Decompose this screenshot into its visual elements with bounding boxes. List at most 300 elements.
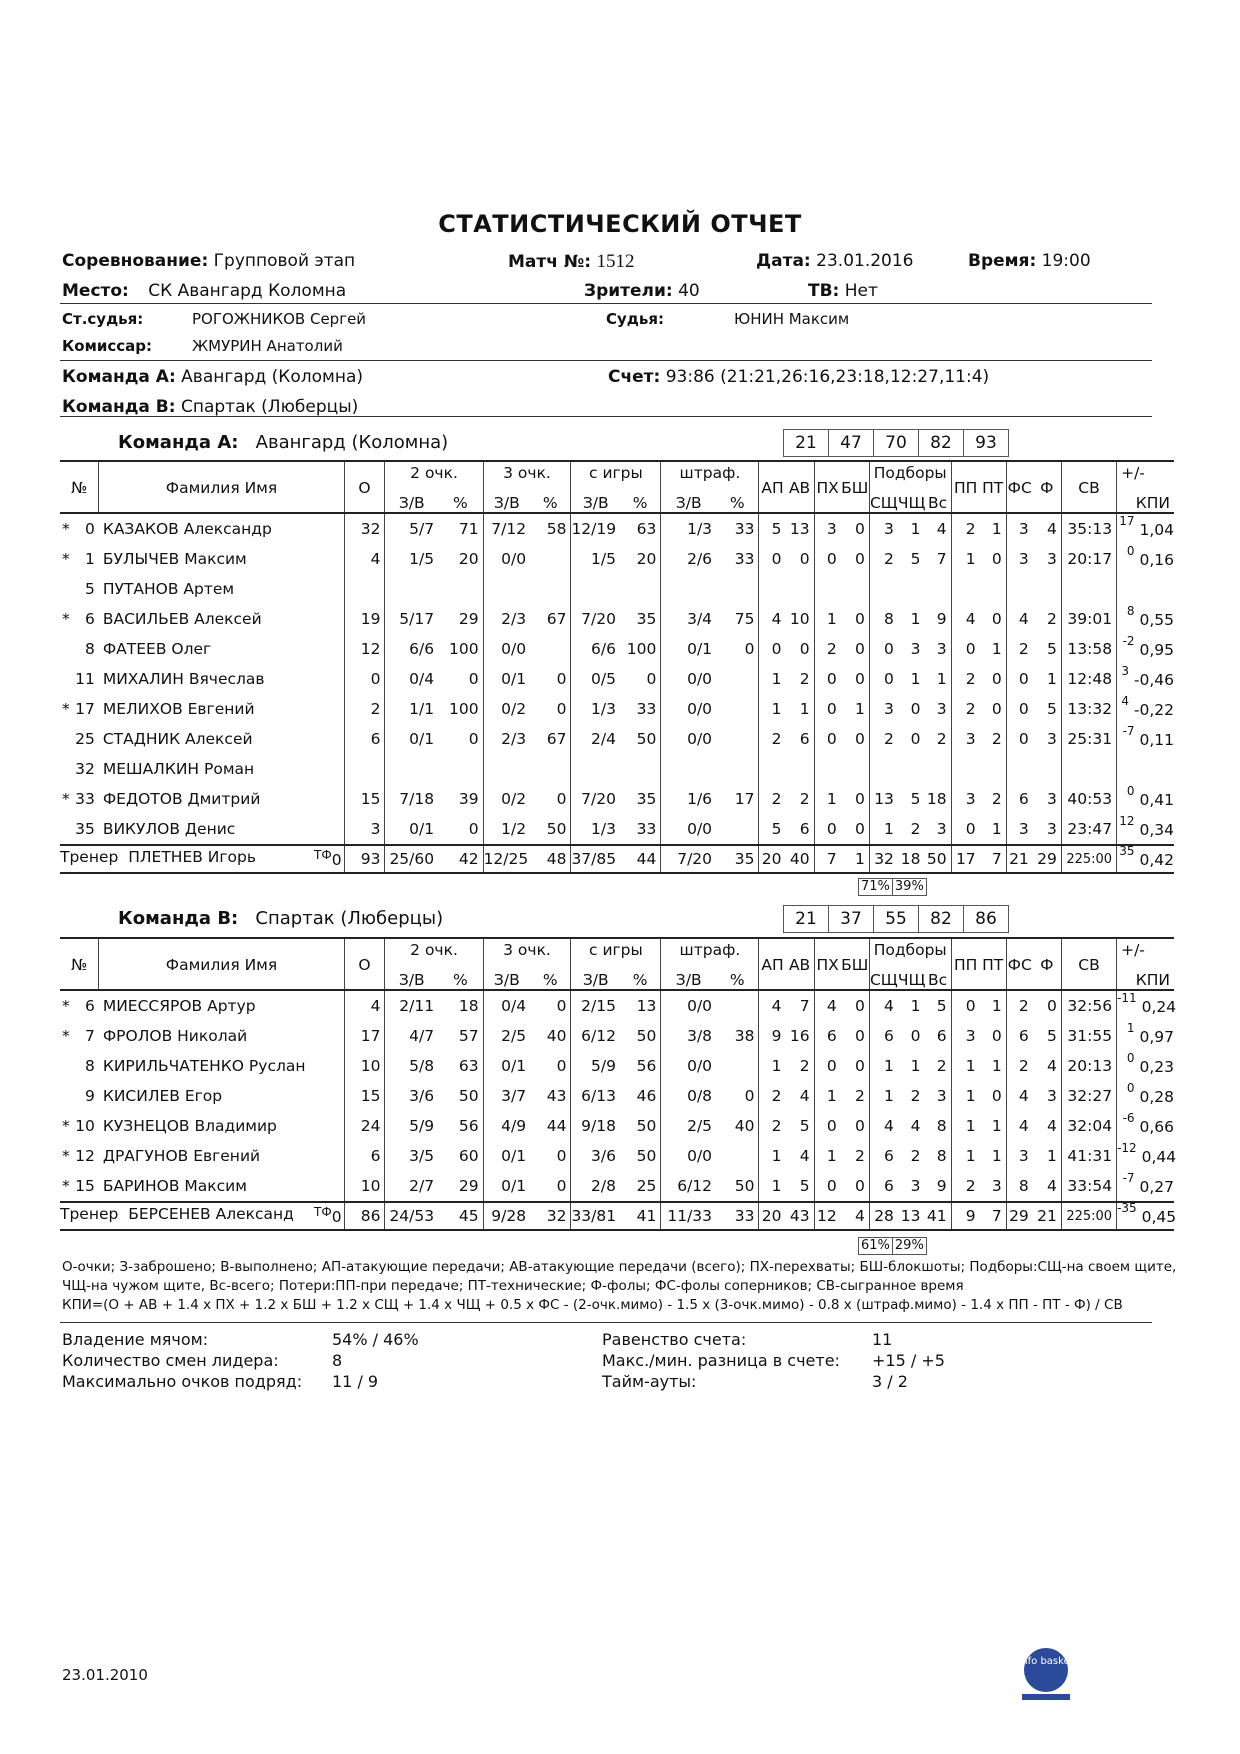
score-row [608, 367, 989, 387]
col-two-pc: % [452, 971, 468, 989]
minutes: 35:13 [1061, 513, 1116, 544]
steals [814, 574, 841, 604]
blocks: 0 [854, 1177, 865, 1195]
plus-minus-kpi: $^{-12}$ 0,44 [1117, 1141, 1174, 1171]
two-pct [438, 574, 483, 604]
three-made: 2/3 [483, 724, 530, 754]
header-divider-1 [60, 303, 1152, 304]
total-off-reb: 13 [900, 1207, 921, 1225]
assists: 1 [759, 1171, 786, 1202]
fouls: 3 [1047, 550, 1057, 568]
def-rebounds: 2 [869, 724, 898, 754]
player-name: БУЛЫЧЕВ Максим [102, 550, 247, 568]
total-three: 9/28 [483, 1202, 530, 1230]
minutes: 33:54 [1061, 1171, 1116, 1202]
col-ft: штраф. [661, 461, 759, 488]
player-name: ВИКУЛОВ Денис [102, 820, 236, 838]
team-b-value: Спартак (Люберцы) [180, 397, 359, 417]
ft-pct: 75 [734, 610, 755, 628]
total-ft: 7/20 [661, 845, 716, 873]
col-pt: ПТ [982, 479, 1004, 497]
def-rebounds: 13 [869, 784, 898, 814]
col-ft-zv: З/В [661, 488, 716, 513]
col-f: Ф [1040, 479, 1054, 497]
blocks: 0 [854, 550, 865, 568]
match-number: 1512 [596, 251, 635, 272]
minutes: 13:32 [1061, 694, 1116, 724]
steals: 0 [814, 544, 841, 574]
blocks: 0 [854, 820, 865, 838]
plus-minus-kpi: $^{12}$ 0,34 [1117, 814, 1174, 845]
col-ft-pc: % [729, 494, 745, 512]
col-av: АВ [788, 956, 811, 974]
off-rebounds: 0 [910, 700, 921, 718]
assists: 1 [759, 1141, 786, 1171]
total-rebounds [924, 574, 951, 604]
total-assists: 20 [759, 1202, 786, 1230]
points: 10 [344, 1171, 385, 1202]
assists-total: 16 [789, 1027, 810, 1045]
assists-total [786, 754, 815, 784]
fouls: 4 [1047, 520, 1057, 538]
score-value: 93:86 (21:21,26:16,23:18,12:27,11:4) [665, 367, 990, 387]
fouls-drawn: 3 [1006, 513, 1033, 544]
def-rebounds: 4 [869, 990, 898, 1021]
col-f: Ф [1040, 956, 1054, 974]
fg-pct [620, 754, 661, 784]
total-rebounds: 9 [936, 1177, 947, 1195]
player-name: МИХАЛИН Вячеслав [102, 670, 265, 688]
fg-made: 7/20 [571, 604, 620, 634]
tech-turnovers [980, 754, 1007, 784]
tech-turnovers: 0 [991, 1087, 1002, 1105]
assists: 0 [759, 544, 786, 574]
col-ap: АП [759, 938, 786, 990]
two-pct: 29 [458, 610, 479, 628]
col-bsh: БШ [841, 956, 869, 974]
two-made: 1/5 [385, 544, 438, 574]
col-two: 2 очк. [385, 938, 483, 965]
total-ft-pct: 35 [734, 850, 755, 868]
player-number: * 10 [62, 1117, 95, 1135]
tech-turnovers: 0 [991, 610, 1002, 628]
three-made [483, 754, 530, 784]
tech-turnovers: 1 [991, 1057, 1002, 1075]
two-pct [438, 754, 483, 784]
fg-pct: 50 [636, 730, 657, 748]
blocks: 0 [854, 610, 865, 628]
pass-turnovers: 1 [951, 1051, 980, 1081]
assists: 2 [759, 784, 786, 814]
pass-turnovers: 0 [951, 990, 980, 1021]
quarter-score-4: 82 [918, 429, 964, 457]
col-three-pc: % [542, 971, 558, 989]
minutes: 41:31 [1061, 1141, 1116, 1171]
fouls-drawn: 2 [1006, 990, 1033, 1021]
player-row [60, 754, 1174, 784]
three-pct [530, 634, 571, 664]
team-a-stats-table [60, 460, 1174, 874]
minutes: 20:17 [1061, 544, 1116, 574]
team-b-rebound-pct: 61% 29% [859, 1237, 927, 1255]
date-value: 23.01.2016 [816, 251, 914, 271]
off-rebounds: 3 [910, 640, 921, 658]
assists: 5 [759, 814, 786, 845]
fg-made: 6/6 [571, 634, 620, 664]
off-rebounds: 1 [910, 670, 921, 688]
steals: 0 [814, 1051, 841, 1081]
minutes: 32:56 [1061, 990, 1116, 1021]
two-made: 3/6 [385, 1081, 438, 1111]
total-fouls: 21 [1037, 1207, 1057, 1225]
total-rebounds: 1 [936, 670, 947, 688]
fouls-drawn: 2 [1006, 634, 1033, 664]
total-tech-to: 7 [991, 850, 1002, 868]
three-pct: 43 [546, 1087, 567, 1105]
fouls: 3 [1047, 790, 1057, 808]
player-number: 9 [84, 1087, 95, 1105]
fouls: 0 [1047, 997, 1057, 1015]
fg-pct: 46 [636, 1087, 657, 1105]
quarter-score-2: 47 [828, 429, 874, 457]
total-fg: 33/81 [571, 1202, 620, 1230]
two-pct: 63 [458, 1057, 479, 1075]
off-rebounds [898, 754, 925, 784]
assists-total: 4 [799, 1147, 810, 1165]
legend-line-1: О-очки; З-заброшено; В-выполнено; АП-атакующие передачи; АВ-атакующие передачи (всего); ПХ-перехваты; БШ-блокшоты; Подборы:СЩ-на своем щите, [62, 1259, 1177, 1275]
three-pct [530, 754, 571, 784]
lead-changes-value: 8 [332, 1351, 343, 1370]
match-label: Матч №: [508, 252, 592, 272]
two-made [385, 574, 438, 604]
competition-label: Соревнование: [62, 251, 209, 271]
col-num: № [71, 479, 88, 497]
pass-turnovers: 0 [951, 814, 980, 845]
points: 4 [344, 990, 385, 1021]
fouls-drawn: 6 [1006, 784, 1033, 814]
max-diff-value: +15 / +5 [872, 1351, 945, 1370]
player-name: МИЕССЯРОВ Артур [102, 997, 256, 1015]
ft-made: 0/1 [661, 634, 716, 664]
steals: 4 [814, 990, 841, 1021]
fg-pct: 33 [636, 820, 657, 838]
team-b-stats-table [60, 937, 1177, 1231]
ft-made [661, 574, 716, 604]
team-b-heading: Команда В: Спартак (Люберцы) [118, 908, 444, 929]
competition-row [62, 251, 355, 271]
tech-turnovers: 1 [991, 520, 1002, 538]
ft-pct [716, 814, 759, 845]
total-fg-pct: 41 [636, 1207, 657, 1225]
plus-minus-kpi: $^{17}$ 1,04 [1117, 513, 1174, 544]
col-bsh: БШ [841, 479, 869, 497]
player-row [60, 1171, 1174, 1202]
time-row [968, 251, 1091, 271]
col-fg: с игры [571, 461, 661, 488]
commissioner-value: ЖМУРИН Анатолий [192, 337, 343, 355]
assists-total: 6 [799, 730, 810, 748]
fouls: 1 [1047, 670, 1057, 688]
tv-value: Нет [844, 281, 878, 301]
steals: 0 [814, 1171, 841, 1202]
total-ft-pct: 33 [734, 1207, 755, 1225]
tech-turnovers: 1 [991, 820, 1002, 838]
ft-pct [716, 990, 759, 1021]
three-made: 0/1 [483, 1141, 530, 1171]
points: 4 [344, 544, 385, 574]
plus-minus-kpi: $^{-7}$ 0,11 [1117, 724, 1174, 754]
points [344, 754, 385, 784]
player-number: * 0 [62, 520, 95, 538]
fg-made: 2/4 [571, 724, 620, 754]
fouls: 5 [1047, 700, 1057, 718]
two-made: 5/7 [385, 513, 438, 544]
steals: 3 [814, 513, 841, 544]
col-two: 2 очк. [385, 461, 483, 488]
def-rebounds: 6 [869, 1021, 898, 1051]
minutes: 40:53 [1061, 784, 1116, 814]
two-pct: 39 [458, 790, 479, 808]
player-number: 11 [75, 670, 95, 688]
col-pm: +/- [1117, 461, 1174, 488]
ft-pct [716, 1141, 759, 1171]
fg-made: 1/5 [571, 544, 620, 574]
two-pct: 18 [458, 997, 479, 1015]
pass-turnovers: 2 [951, 513, 980, 544]
player-name: БАРИНОВ Максим [102, 1177, 247, 1195]
two-pct: 71 [458, 520, 479, 538]
col-pts: О [344, 938, 385, 990]
col-ft-zv: З/В [661, 965, 716, 990]
minutes: 25:31 [1061, 724, 1116, 754]
points: 0 [344, 664, 385, 694]
fg-pct: 50 [636, 1117, 657, 1135]
col-fg-pc: % [632, 494, 648, 512]
col-chsch: ЧЩ [897, 971, 926, 989]
player-name: ФАТЕЕВ Олег [102, 640, 212, 658]
player-row [60, 574, 1174, 604]
def-rebounds: 3 [869, 513, 898, 544]
blocks: 0 [854, 520, 865, 538]
total-tech-to: 7 [991, 1207, 1002, 1225]
off-rebounds: 4 [910, 1117, 921, 1135]
assists: 0 [759, 634, 786, 664]
total-ft: 11/33 [661, 1202, 716, 1230]
player-row [60, 784, 1174, 814]
player-name: ФРОЛОВ Николай [102, 1027, 248, 1045]
steals [814, 754, 841, 784]
player-name: СТАДНИК Алексей [102, 730, 253, 748]
two-pct: 29 [458, 1177, 479, 1195]
ft-pct [716, 724, 759, 754]
assists-total: 2 [799, 1057, 810, 1075]
ft-made: 3/4 [661, 604, 716, 634]
tech-turnovers: 1 [991, 640, 1002, 658]
assists: 2 [759, 1111, 786, 1141]
col-three-zv: З/В [483, 965, 530, 990]
col-fs: ФС [1006, 461, 1033, 513]
player-number: * 6 [62, 610, 95, 628]
blocks: 1 [854, 700, 865, 718]
total-rebounds: 9 [936, 610, 947, 628]
total-minutes: 225:00 [1061, 1202, 1116, 1230]
total-fouls: 29 [1037, 850, 1057, 868]
assists: 2 [759, 724, 786, 754]
def-rebounds: 0 [869, 664, 898, 694]
chief-ref-label: Ст.судья: [62, 310, 144, 328]
col-fg: с игры [571, 938, 661, 965]
fouls: 4 [1047, 1057, 1057, 1075]
team-a-row [62, 367, 363, 387]
summary-right-values [872, 1330, 945, 1393]
def-rebounds: 1 [869, 814, 898, 845]
col-ph: ПХ [814, 938, 841, 990]
minutes: 32:04 [1061, 1111, 1116, 1141]
blocks: 0 [854, 1057, 865, 1075]
player-row [60, 513, 1174, 544]
tech-turnovers: 0 [991, 670, 1002, 688]
player-row [60, 990, 1174, 1021]
pass-turnovers: 1 [951, 1081, 980, 1111]
assists-total: 1 [799, 700, 810, 718]
fouls [1033, 574, 1062, 604]
fouls: 3 [1047, 1087, 1057, 1105]
fg-made: 3/6 [571, 1141, 620, 1171]
coach-cell: Тренер ПЛЕТНЕВ Игорь $^{ТФ}$0 [60, 848, 342, 870]
total-fg-pct: 44 [636, 850, 657, 868]
points: 15 [344, 1081, 385, 1111]
total-rebounds: 7 [936, 550, 947, 568]
fg-made: 2/8 [571, 1171, 620, 1202]
plus-minus-kpi [1117, 754, 1174, 784]
two-pct: 100 [448, 640, 479, 658]
two-made: 2/7 [385, 1171, 438, 1202]
off-rebounds: 1 [910, 610, 921, 628]
ft-pct [716, 664, 759, 694]
off-rebounds [898, 574, 925, 604]
player-row [60, 1051, 1174, 1081]
ft-made: 0/0 [661, 694, 716, 724]
off-rebounds: 2 [910, 1147, 921, 1165]
col-ph: ПХ [814, 461, 841, 513]
ft-made: 0/0 [661, 1051, 716, 1081]
steals: 0 [814, 694, 841, 724]
three-made [483, 574, 530, 604]
off-rebounds: 1 [910, 1057, 921, 1075]
date-row [756, 251, 914, 271]
two-made: 3/5 [385, 1141, 438, 1171]
ft-pct [716, 754, 759, 784]
fouls: 3 [1047, 730, 1057, 748]
two-made: 0/4 [385, 664, 438, 694]
plus-minus-kpi: $^8$ 0,55 [1117, 604, 1174, 634]
date-label: Дата: [756, 251, 811, 271]
abbreviation-legend [62, 1258, 1182, 1315]
player-number: * 12 [62, 1147, 95, 1165]
fg-pct: 35 [636, 610, 657, 628]
def-rebounds: 4 [869, 1111, 898, 1141]
fg-pct: 20 [636, 550, 657, 568]
plus-minus-kpi: $^0$ 0,23 [1117, 1051, 1174, 1081]
total-fouls-drawn: 29 [1006, 1202, 1033, 1230]
ft-made: 0/8 [661, 1081, 716, 1111]
ft-pct: 38 [734, 1027, 755, 1045]
three-pct: 0 [556, 670, 567, 688]
col-sch: СЩ [869, 965, 898, 990]
pass-turnovers: 1 [951, 1111, 980, 1141]
steals: 1 [814, 604, 841, 634]
quarter-score-5: 93 [963, 429, 1009, 457]
minutes: 39:01 [1061, 604, 1116, 634]
player-name: ПУТАНОВ Артем [102, 580, 235, 598]
total-rebounds: 3 [936, 700, 947, 718]
fouls: 4 [1047, 1117, 1057, 1135]
pass-turnovers: 2 [951, 1171, 980, 1202]
player-row [60, 814, 1174, 845]
off-rebounds: 0 [910, 1027, 921, 1045]
fouls: 1 [1047, 1147, 1057, 1165]
off-rebounds: 5 [910, 550, 921, 568]
def-rebounds: 2 [869, 544, 898, 574]
ft-made: 0/0 [661, 724, 716, 754]
player-name: КАЗАКОВ Александр [102, 520, 272, 538]
fg-made [571, 574, 620, 604]
three-pct: 0 [556, 1177, 567, 1195]
venue-value: СК Авангард Коломна [148, 281, 347, 301]
pass-turnovers: 3 [951, 724, 980, 754]
summary-left [62, 1330, 302, 1393]
fouls-drawn: 6 [1006, 1021, 1033, 1051]
blocks [841, 574, 870, 604]
total-three-pct: 32 [546, 1207, 567, 1225]
team-a-rebound-pct: 71% 39% [859, 878, 927, 896]
points: 6 [344, 724, 385, 754]
fg-made: 7/20 [571, 784, 620, 814]
three-pct: 40 [546, 1027, 567, 1045]
assists-total: 6 [799, 820, 810, 838]
col-fs: ФС [1006, 938, 1033, 990]
two-pct: 0 [468, 730, 479, 748]
col-pp: ПП [951, 461, 980, 513]
legend-line-2: ЧЩ-на чужом щите, Вс-всего; Потери:ПП-при передаче; ПТ-технические; Ф-фолы; ФС-фолы соперников; СВ-сыгранное время [62, 1278, 964, 1294]
assists: 4 [759, 604, 786, 634]
steals: 1 [814, 1141, 841, 1171]
tech-turnovers [980, 574, 1007, 604]
summary-left-values [332, 1330, 419, 1393]
ft-pct [716, 1051, 759, 1081]
total-def-reb: 28 [869, 1202, 898, 1230]
points: 12 [344, 634, 385, 664]
fouls-drawn: 4 [1006, 1081, 1033, 1111]
two-made: 5/9 [385, 1111, 438, 1141]
col-three-pc: % [542, 494, 558, 512]
total-rebounds: 2 [936, 730, 947, 748]
total-reb: 50 [926, 850, 947, 868]
team-b-label: Команда В: [62, 397, 176, 417]
player-row [60, 724, 1174, 754]
minutes: 32:27 [1061, 1081, 1116, 1111]
off-rebounds: 1 [910, 520, 921, 538]
max-diff-label: Макс./мин. разница в счете: [602, 1351, 840, 1370]
minutes: 23:47 [1061, 814, 1116, 845]
tech-turnovers: 0 [991, 550, 1002, 568]
ft-pct: 33 [734, 550, 755, 568]
three-made: 4/9 [483, 1111, 530, 1141]
ft-pct: 33 [734, 520, 755, 538]
three-pct: 0 [556, 790, 567, 808]
fouls-drawn: 0 [1006, 664, 1033, 694]
fouls-drawn: 3 [1006, 814, 1033, 845]
